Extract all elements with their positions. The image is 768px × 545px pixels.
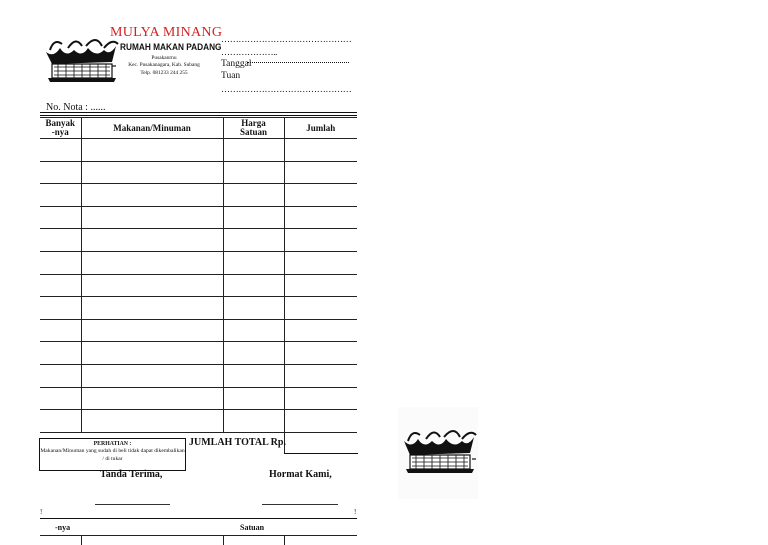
table-row [40,297,357,320]
restaurant-address [112,55,216,77]
price-cell[interactable] [223,274,284,297]
address-line: Kec. Pusakanagara, Kab. Subang [128,62,200,69]
next-form-banyak-fragment: -nya [55,523,71,532]
item-cell[interactable] [81,319,223,342]
amount-cell[interactable] [284,184,357,207]
next-form-header-line [40,535,357,536]
amount-cell[interactable] [284,274,357,297]
amount-cell[interactable] [284,387,357,410]
next-form-divider [81,535,82,545]
qty-cell[interactable] [40,342,81,365]
qty-cell[interactable] [40,161,81,184]
table-row [40,387,357,410]
item-cell[interactable] [81,410,223,433]
table-row [40,184,357,207]
restaurant-name: MULYA MINANG [110,25,223,40]
table-row [40,342,357,365]
edge-mark-left: ! [40,508,43,516]
nota-number-label: No. Nota : ...... [46,102,106,113]
col-makanan: Makanan/Minuman [81,118,223,139]
table-row [40,274,357,297]
table-row [40,161,357,184]
col-jumlah: Jumlah [284,118,357,139]
table-header-row [40,118,357,139]
item-cell[interactable] [81,364,223,387]
item-cell[interactable] [81,274,223,297]
notice-box [39,438,186,471]
item-cell[interactable] [81,161,223,184]
qty-cell[interactable] [40,206,81,229]
blank-line-3: ……………………………………… [221,84,352,94]
table-row [40,229,357,252]
amount-cell[interactable] [284,229,357,252]
item-cell[interactable] [81,229,223,252]
restaurant-subtitle: RUMAH MAKAN PADANG [120,42,222,52]
item-cell[interactable] [81,387,223,410]
next-form-divider [284,535,285,545]
amount-cell[interactable] [284,410,357,433]
notice-title: PERHATIAN : [93,441,132,447]
qty-cell[interactable] [40,184,81,207]
qty-cell[interactable] [40,251,81,274]
next-form-satuan-fragment: Satuan [240,523,265,532]
price-cell[interactable] [223,342,284,365]
blank-line-1: ……………………………………… [221,34,352,44]
price-cell[interactable] [223,229,284,252]
edge-mark-right: ! [354,508,357,516]
price-cell[interactable] [223,139,284,162]
qty-cell[interactable] [40,139,81,162]
amount-cell[interactable] [284,319,357,342]
table-row [40,410,357,433]
qty-cell[interactable] [40,387,81,410]
notice-text: Makanan/Minuman yang sudah di beli tidak dapat dikembalikan / di tukar [40,448,185,462]
amount-cell[interactable] [284,297,357,320]
col-harga: Harga Satuan [223,118,284,139]
price-cell[interactable] [223,410,284,433]
order-table [40,117,357,433]
col-banyak: Banyak -nya [40,118,81,139]
signature-line-right [262,504,338,505]
qty-cell[interactable] [40,364,81,387]
next-form-top-rule [40,518,357,519]
table-row [40,251,357,274]
signature-line-left [95,504,170,505]
total-amount-box[interactable] [284,430,358,454]
item-cell[interactable] [81,251,223,274]
qty-cell[interactable] [40,297,81,320]
price-cell[interactable] [223,184,284,207]
amount-cell[interactable] [284,161,357,184]
hormat-kami-label: Hormat Kami, [269,469,332,480]
amount-cell[interactable] [284,206,357,229]
amount-cell[interactable] [284,364,357,387]
rumah-gadang-logo-icon [398,407,478,499]
table-row [40,364,357,387]
price-cell[interactable] [223,251,284,274]
item-cell[interactable] [81,206,223,229]
price-cell[interactable] [223,319,284,342]
next-form-divider [223,535,224,545]
item-cell[interactable] [81,297,223,320]
price-cell[interactable] [223,297,284,320]
qty-cell[interactable] [40,229,81,252]
price-cell[interactable] [223,364,284,387]
amount-cell[interactable] [284,342,357,365]
total-label: JUMLAH TOTAL Rp. [189,437,286,448]
table-row [40,319,357,342]
table-top-rule-2 [40,115,357,116]
item-cell[interactable] [81,139,223,162]
qty-cell[interactable] [40,319,81,342]
amount-cell[interactable] [284,251,357,274]
tanda-terima-label: Tanda Terima, [100,469,163,480]
tanggal-label: Tanggal [221,59,252,69]
address-line: Telp. 081233 244 255 [140,69,188,76]
table-top-rule [40,112,357,113]
item-cell[interactable] [81,342,223,365]
table-row [40,139,357,162]
amount-cell[interactable] [284,139,357,162]
item-cell[interactable] [81,184,223,207]
price-cell[interactable] [223,161,284,184]
tuan-label: Tuan [221,71,241,81]
blank-line-2: ……………….. [221,47,278,57]
tanggal-dotted-line [247,62,349,63]
price-cell[interactable] [223,206,284,229]
table-row [40,206,357,229]
qty-cell[interactable] [40,410,81,433]
price-cell[interactable] [223,387,284,410]
qty-cell[interactable] [40,274,81,297]
address-line: Pusakanrnu [151,55,177,61]
rumah-gadang-logo-icon [42,28,120,94]
